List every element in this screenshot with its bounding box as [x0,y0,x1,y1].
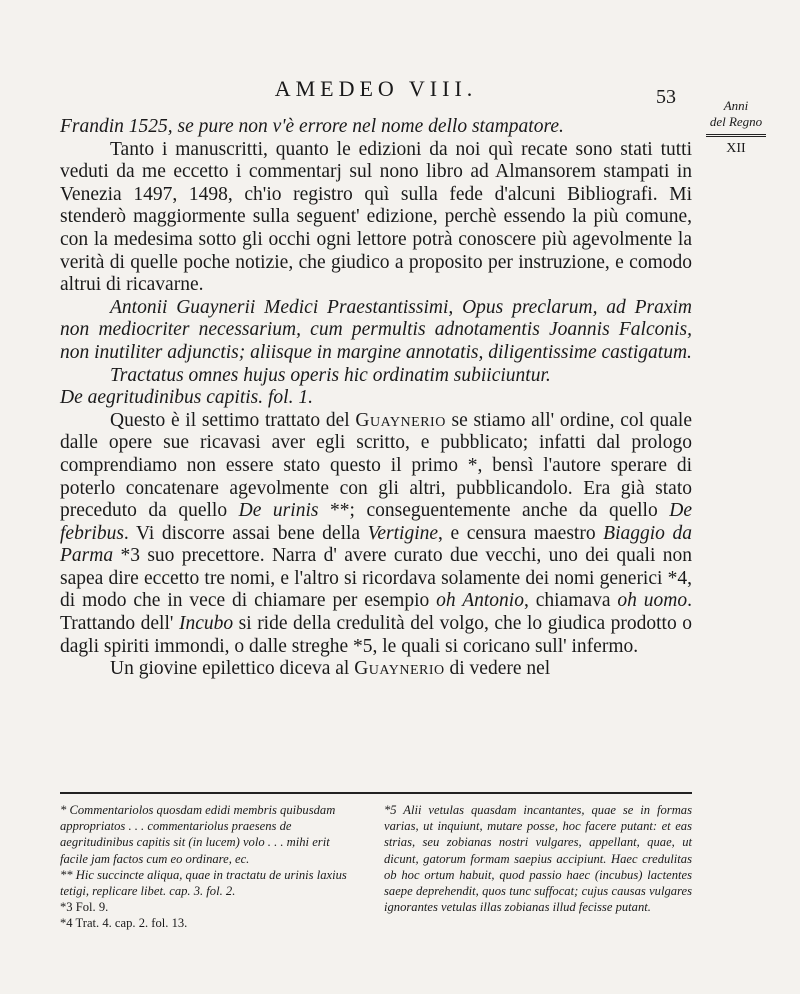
person-name: Biaggio da Parma [60,522,692,567]
footnote-4: *4 Trat. 4. cap. 2. fol. 13. [60,916,188,931]
text-span: *3 suo precettore. Narra d' avere curato due vecchi, uno dei quali non sapea dire eccetto tre nomi, e l'altro si ricordava solamente dei nomi generici *4, di modo che in vece di chiamare per esempio [60,545,692,612]
term: Vertigine [367,522,439,544]
text-span: , chiamava [523,590,618,612]
paragraph-2: Tanto i manuscritti, quanto le edizioni da noi quì recate sono stati tutti veduti da me eccetto i commentarj sul nono libro ad Almansorem stampati in Venezia 1497, 1498, ch'io registro quì sulla fede d'alcuni Bibliografi. Mi stenderò maggiormente sulla seguent' edizione, perchè essendo la più comune, con la medesima sotto gli occhi ogni lettore potrà conoscere più agevolmente la verità di quelle poche notizie, che giudico a proposito per instruzione, e comodo altrui di ricavarne. [60,138,692,296]
author-name: Guaynerio [355,409,446,431]
margin-rule [706,134,766,137]
page-number: 53 [656,86,676,108]
footnote-1: * Commentariolos quosdam edidi membris quibusdam appropriatos . . . commentariolus praesens de aegritudinibus capitis sit (in lucem) volo . . . mihi erit facile jam factos cum eo ordinare, ec. [60,803,336,866]
text-span: Un giovine epilettico diceva al [110,658,355,680]
text-span: . Trattando dell' [60,590,692,635]
tractatus-intro: Tractatus omnes hujus operis hic ordinatim subiiciuntur. [110,364,551,386]
footnote-2: ** Hic succincte aliqua, quae in tractatu de urinis laxius tetigi, replicare libet. cap. 3. fol. 2. [60,867,347,899]
text-span: . Vi discorre assai bene della [123,522,368,544]
margin-label-line2: del Regno [709,114,763,129]
paragraph-giovine [60,658,692,681]
author-name: Guaynerio [354,658,445,680]
text-span: si ride della credulità del volgo, che lo giudica prodotto o dagli spiriti immondi, o dalle streghe *5, le quali si coricano sull' infermo. [60,613,693,657]
text-span: se stiamo all' ordine, col quale dalle opere sue ricavasi aver egli scritto, e pubblicato; infatti dal prologo comprendiamo non essere stato questo il primo *, bensì l'autore sperare di poterlo concatenare agevolmente con gli altri, pubblicandolo. Era già stato preceduto da quello [60,409,692,522]
footnotes-left-column [60,802,360,932]
text-span: **; conseguentemente anche da quello [318,500,670,522]
footnotes-right-column [384,802,692,915]
main-text [60,116,692,681]
text-span: di vedere nel [444,658,551,680]
work-title: De febribus [60,500,692,544]
footnote-3: *3 Fol. 9. [60,900,109,915]
tractatus-heading: De aegritudinibus capitis. fol. 1. [60,387,313,409]
running-head: AMEDEO VIII. [274,76,478,101]
margin-note [700,98,772,157]
footnote-rule [60,792,692,794]
paragraph-1: Frandin 1525, se pure non v'è errore nel nome dello stampatore. [60,116,564,137]
quoted-phrase: oh uomo [617,590,688,612]
work-title: De urinis [238,500,319,522]
margin-label-line1: Anni [723,98,749,113]
text-span: Questo è il settimo trattato del [110,409,356,431]
book-title-citation: Antonii Guaynerii Medici Praestantissimi, Opus preclarum, ad Praxim non mediocriter necessarium, cum permultis adnotamentis Joannis Falconis, non inutiliter adjunctis; aliisque in margine annotatis, diligentissime castigatum. [60,296,692,363]
paragraph-questo [60,410,692,659]
margin-year: XII [726,141,746,156]
footnote-5: *5 Alii vetulas quasdam incantantes, quae se in formas varias, ut inquiunt, mutare posse, hoc facere putant: et eas strias, seu zobianas nostri vulgares, appellant, quae, ut dicunt, gatorum formam saepius accipiunt. Haec credulitas ob hoc ortum habuit, quod passio haec (incubus) lactentes saepe deprehendit, quos tunc suffocat; cujus causas vulgares ignorantes vetulas illas zobianas illud fecisse putant. [384,803,692,915]
text-span: , e censura maestro [438,522,604,544]
quoted-phrase: oh Antonio [436,590,524,612]
term: Incubo [178,613,234,635]
